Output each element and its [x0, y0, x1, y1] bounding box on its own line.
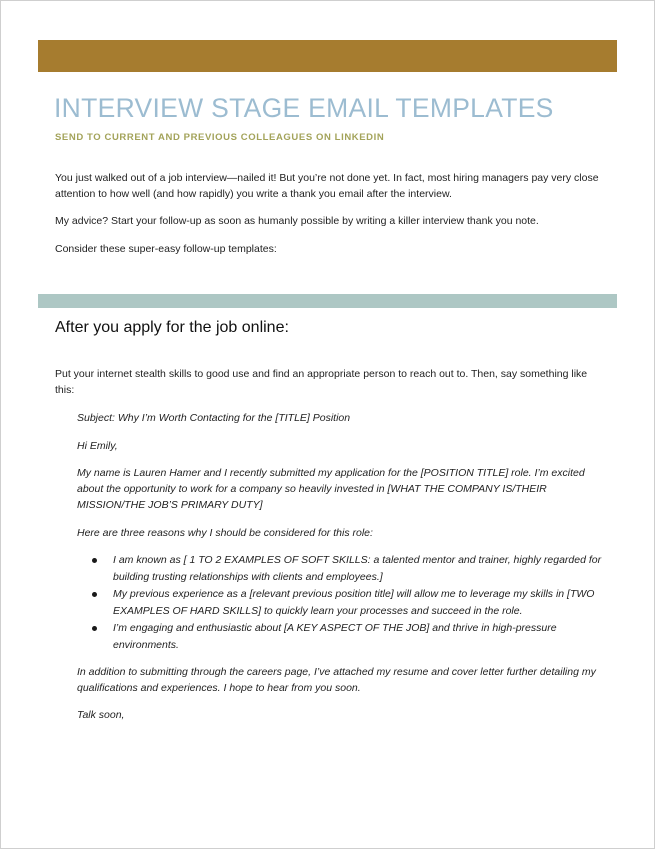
bullet-text: My previous experience as a [relevant previous position title] will allow me to leverage my skills in [TWO EXAMPLES OF HARD SKILLS] to quickly learn your processes and succeed in the role.: [113, 588, 595, 617]
email-paragraph-2: Here are three reasons why I should be considered for this role:: [77, 527, 373, 539]
list-item: [77, 552, 607, 585]
section-divider-bar: [38, 294, 617, 308]
reasons-bullet-list: [77, 552, 607, 654]
email-paragraph-1: My name is Lauren Hamer and I recently submitted my application for the [POSITION TITLE] role. I’m excited about the opportunity to work for a company so heavily invested in [WHAT THE COMPANY IS/THEIR MISSION/THE JOB’S PRIMARY DUTY]: [77, 467, 585, 511]
page-title: INTERVIEW STAGE EMAIL TEMPLATES: [54, 93, 554, 123]
bullet-icon: [92, 592, 97, 597]
intro-paragraph-2: My advice? Start your follow-up as soon as humanly possible by writing a killer interview thank you note.: [55, 215, 539, 227]
email-greeting: Hi Emily,: [77, 440, 118, 452]
email-subject: Subject: Why I’m Worth Contacting for the [TITLE] Position: [77, 412, 351, 424]
bullet-icon: [92, 626, 97, 631]
list-item: [77, 620, 607, 653]
page-subtitle: SEND TO CURRENT AND PREVIOUS COLLEAGUES ON LINKEDIN: [55, 132, 385, 143]
email-paragraph-3: In addition to submitting through the careers page, I’ve attached my resume and cover letter further detailing my qualifications and experiences. I hope to hear from you soon.: [77, 666, 596, 694]
intro-paragraph-3: Consider these super-easy follow-up templates:: [55, 243, 277, 255]
bullet-text: I am known as [ 1 TO 2 EXAMPLES OF SOFT SKILLS: a talented mentor and trainer, highly regarded for building trusting relationships with clients and employees.]: [113, 554, 602, 583]
bullet-text: I’m engaging and enthusiastic about [A KEY ASPECT OF THE JOB] and thrive in high-pressure environments.: [113, 622, 557, 651]
section-heading: After you apply for the job online:: [55, 319, 289, 336]
section-lead-paragraph: Put your internet stealth skills to good use and find an appropriate person to reach out to. Then, say something like this:: [55, 368, 588, 396]
email-signoff: Talk soon,: [77, 709, 125, 721]
intro-paragraph-1: You just walked out of a job interview—nailed it! But you’re not done yet. In fact, most hiring managers pay very close attention to how well (and how rapidly) you write a thank you email after the interview.: [55, 172, 599, 200]
bullet-icon: [92, 558, 97, 563]
header-color-bar: [38, 40, 617, 72]
list-item: [77, 586, 607, 619]
